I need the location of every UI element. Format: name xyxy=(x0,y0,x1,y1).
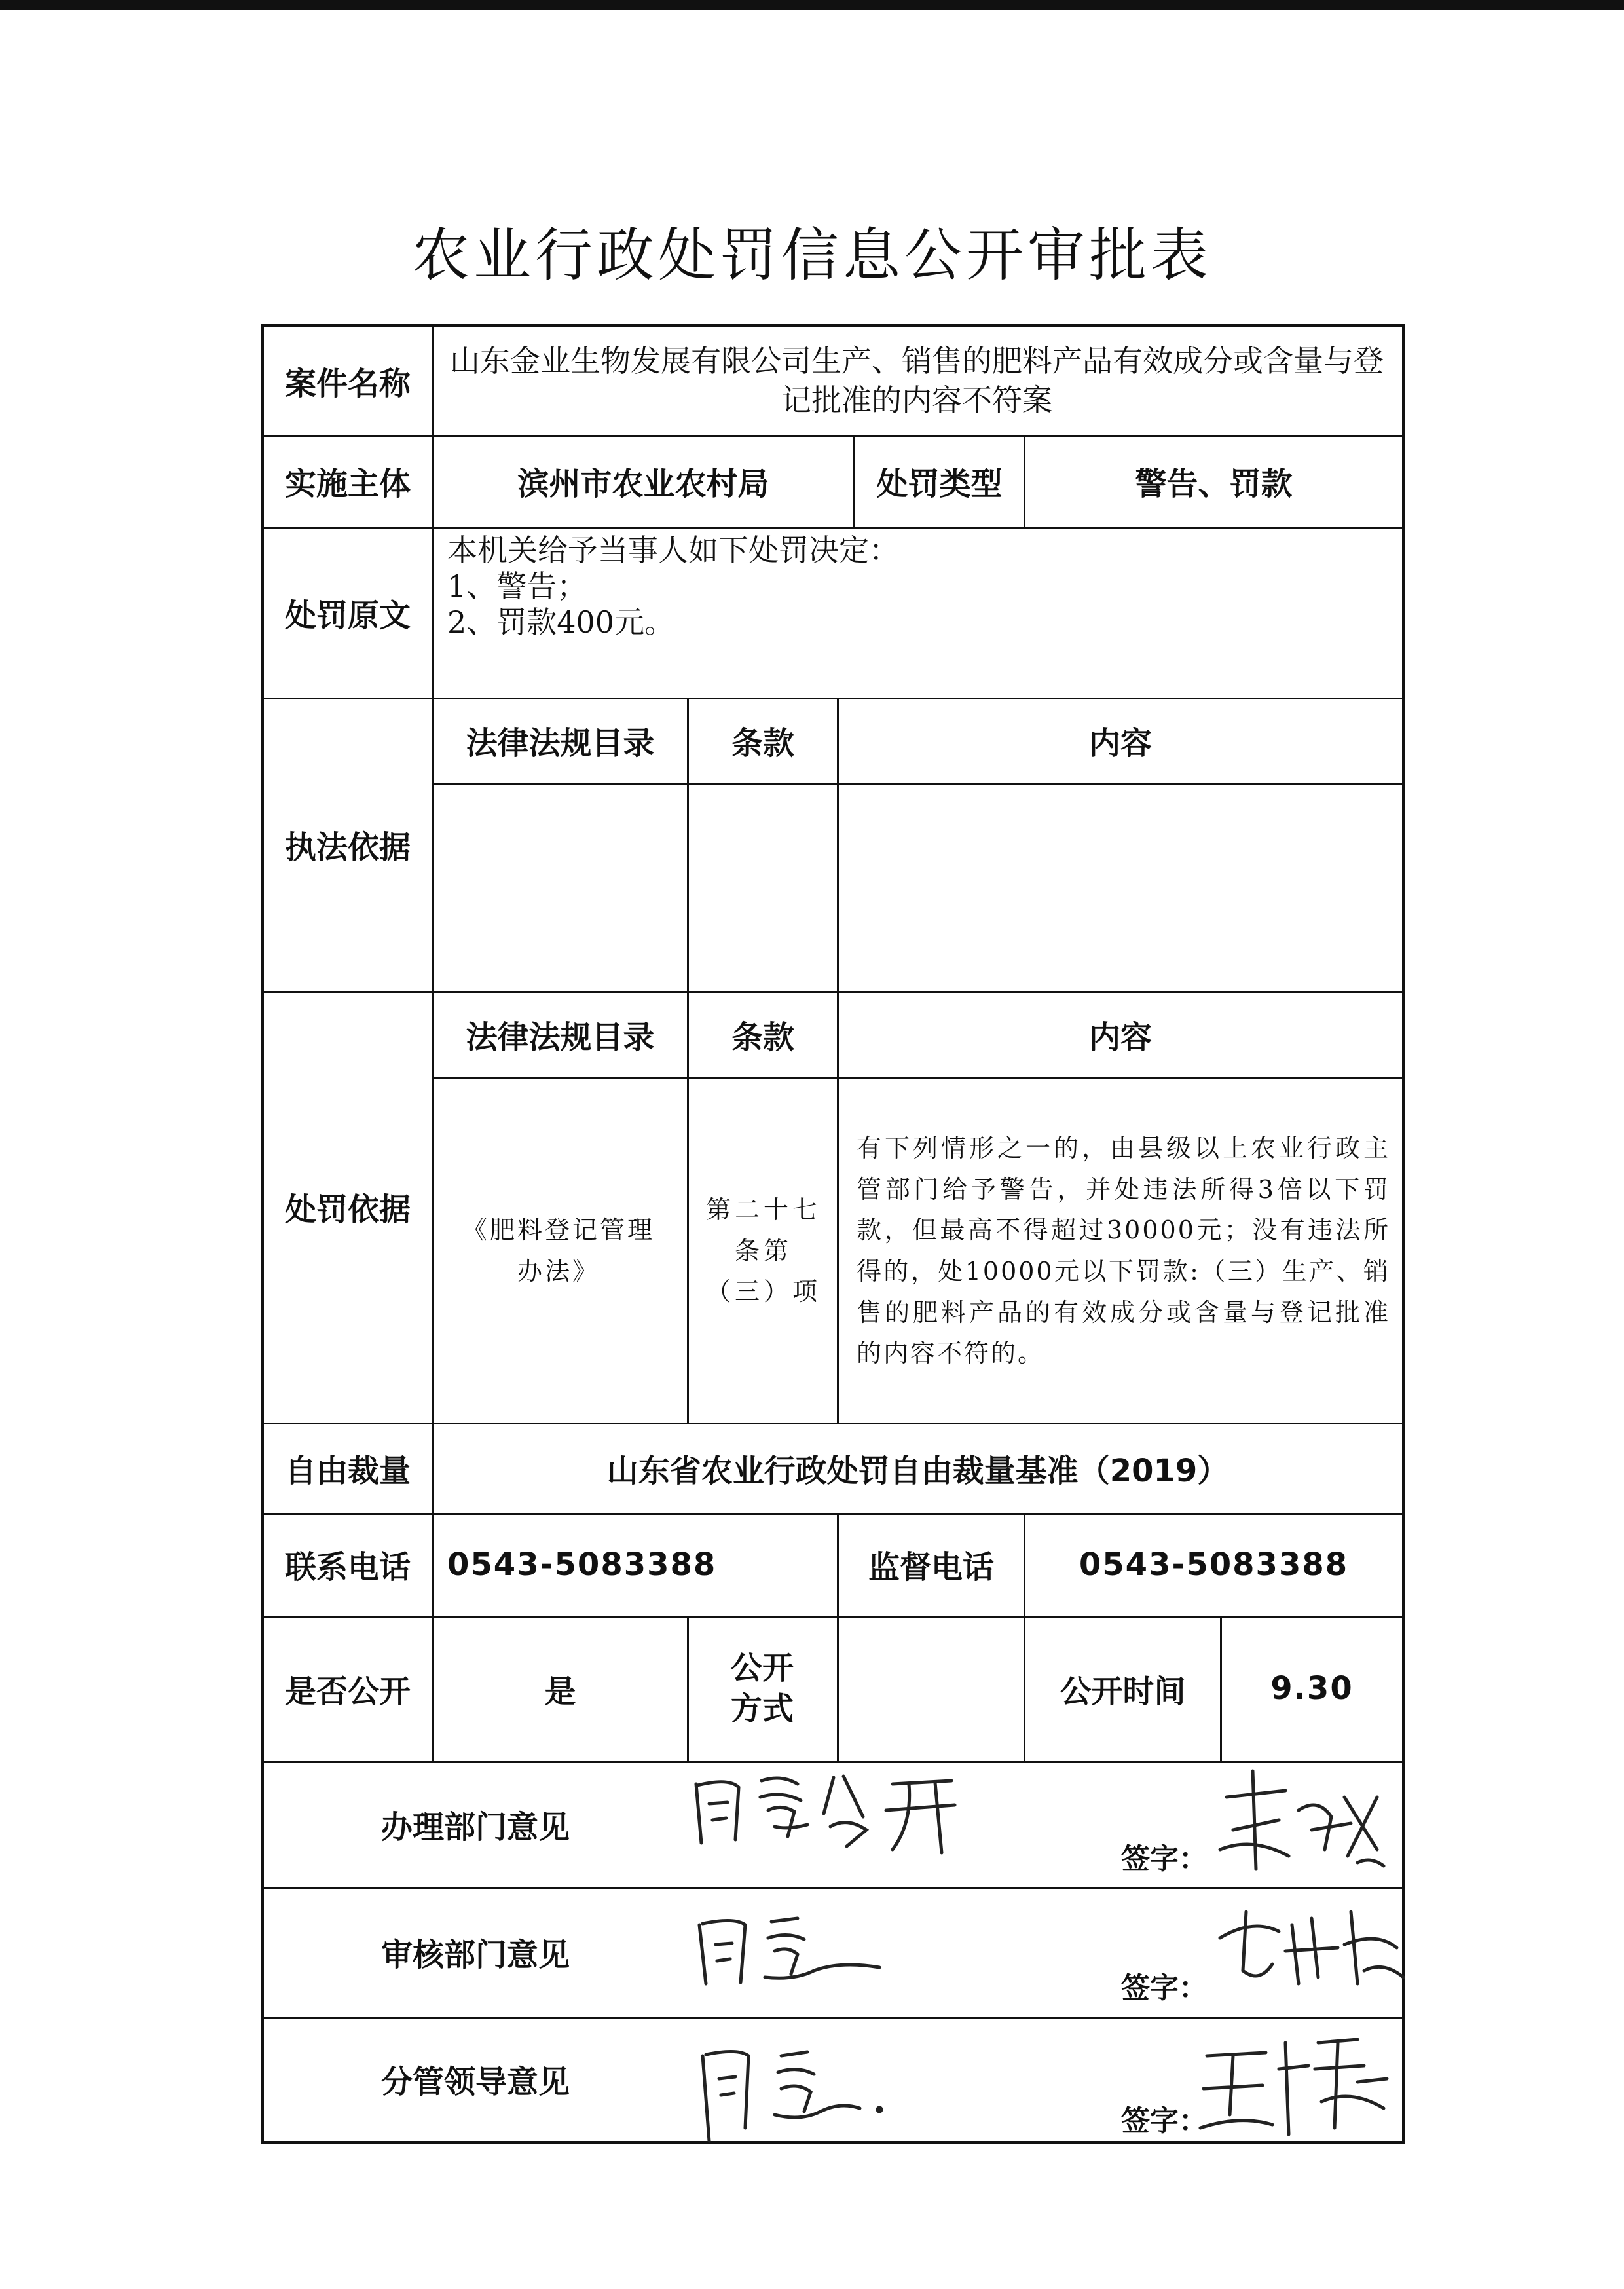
penalty-regulation-value: 《肥料登记管理办法》 xyxy=(462,1216,655,1286)
leader-sign-label: 签字： xyxy=(1121,2104,1208,2138)
penalty-article-value: 第二十七条第（三）项 xyxy=(705,1195,821,1307)
handwritten-opinion-agree xyxy=(683,1905,899,1990)
enforcement-article-cell xyxy=(689,785,837,991)
disclose-value: 是 xyxy=(544,1673,576,1710)
enforcement-regulation-cell xyxy=(434,785,687,991)
handling-dept-opinion-label: 办理部门意见 xyxy=(380,1808,570,1846)
enforcement-basis-label: 执法依据 xyxy=(284,828,411,866)
disclose-time-label: 公开时间 xyxy=(1060,1673,1186,1710)
penalty-type-value: 警告、罚款 xyxy=(1135,466,1293,502)
contact-phone-value: 0543-5083388 xyxy=(447,1546,717,1583)
executor-value: 滨州市农业农村局 xyxy=(517,466,769,502)
disclose-method-value xyxy=(839,1616,1024,1761)
approval-form xyxy=(261,324,1405,2144)
supervise-phone-label: 监督电话 xyxy=(868,1549,994,1586)
col-divider xyxy=(687,1616,689,1761)
disclose-label: 是否公开 xyxy=(284,1673,411,1710)
enforcement-header-content: 内容 xyxy=(1088,724,1152,762)
original-text-line: 1、警告； xyxy=(447,568,587,605)
penalty-header-regulation: 法律法规目录 xyxy=(466,1018,655,1056)
review-signature xyxy=(1207,1886,1410,2003)
original-text-line: 2、罚款400元。 xyxy=(447,605,675,641)
review-sign-label: 签字： xyxy=(1121,1971,1208,2005)
enforcement-content-cell xyxy=(839,785,1402,991)
disclose-method-label: 公开方式 xyxy=(730,1649,794,1727)
handwritten-opinion-approve-publish xyxy=(683,1764,965,1863)
original-text-body xyxy=(447,527,1390,698)
enforcement-header-article: 条款 xyxy=(731,724,794,762)
enforcement-header-regulation: 法律法规目录 xyxy=(466,724,655,762)
handwritten-opinion-agree-2 xyxy=(683,2030,919,2148)
original-text-label: 处罚原文 xyxy=(284,597,411,634)
handling-sign-label: 签字： xyxy=(1121,1842,1208,1876)
penalty-header-article: 条款 xyxy=(731,1018,794,1056)
penalty-content-value: 有下列情形之一的，由县级以上农业行政主管部门给予警告，并处违法所得3倍以下罚款，但最高不得超过30000元；没有违法所得的，处10000元以下罚款:（三）生产、销售的肥料产品的有效成分或含量与登记批准的内容不符的。 xyxy=(857,1133,1390,1368)
supervise-phone-value: 0543-5083388 xyxy=(1079,1546,1349,1583)
leader-opinion-label: 分管领导意见 xyxy=(380,2063,570,2100)
penalty-header-content: 内容 xyxy=(1088,1018,1152,1056)
penalty-basis-label: 处罚依据 xyxy=(284,1191,411,1228)
page-title: 农业行政处罚信息公开审批表 xyxy=(411,221,1212,289)
disclose-time-value: 9.30 xyxy=(1270,1670,1354,1707)
contact-phone-label: 联系电话 xyxy=(284,1549,411,1586)
leader-signature xyxy=(1194,2017,1403,2148)
handling-signature xyxy=(1207,1758,1390,1876)
discretion-value: 山东省农业行政处罚自由裁量基准（2019） xyxy=(606,1452,1229,1489)
scan-edge xyxy=(0,0,1624,10)
penalty-type-label: 处罚类型 xyxy=(876,466,1003,502)
discretion-label: 自由裁量 xyxy=(284,1452,411,1489)
original-text-line: 本机关给予当事人如下处罚决定： xyxy=(447,532,899,568)
review-dept-opinion-label: 审核部门意见 xyxy=(380,1936,570,1973)
executor-label: 实施主体 xyxy=(284,466,411,502)
case-name-label: 案件名称 xyxy=(284,365,411,402)
case-name-value: 山东金业生物发展有限公司生产、销售的肥料产品有效成分或含量与登记批准的内容不符案 xyxy=(450,343,1384,418)
